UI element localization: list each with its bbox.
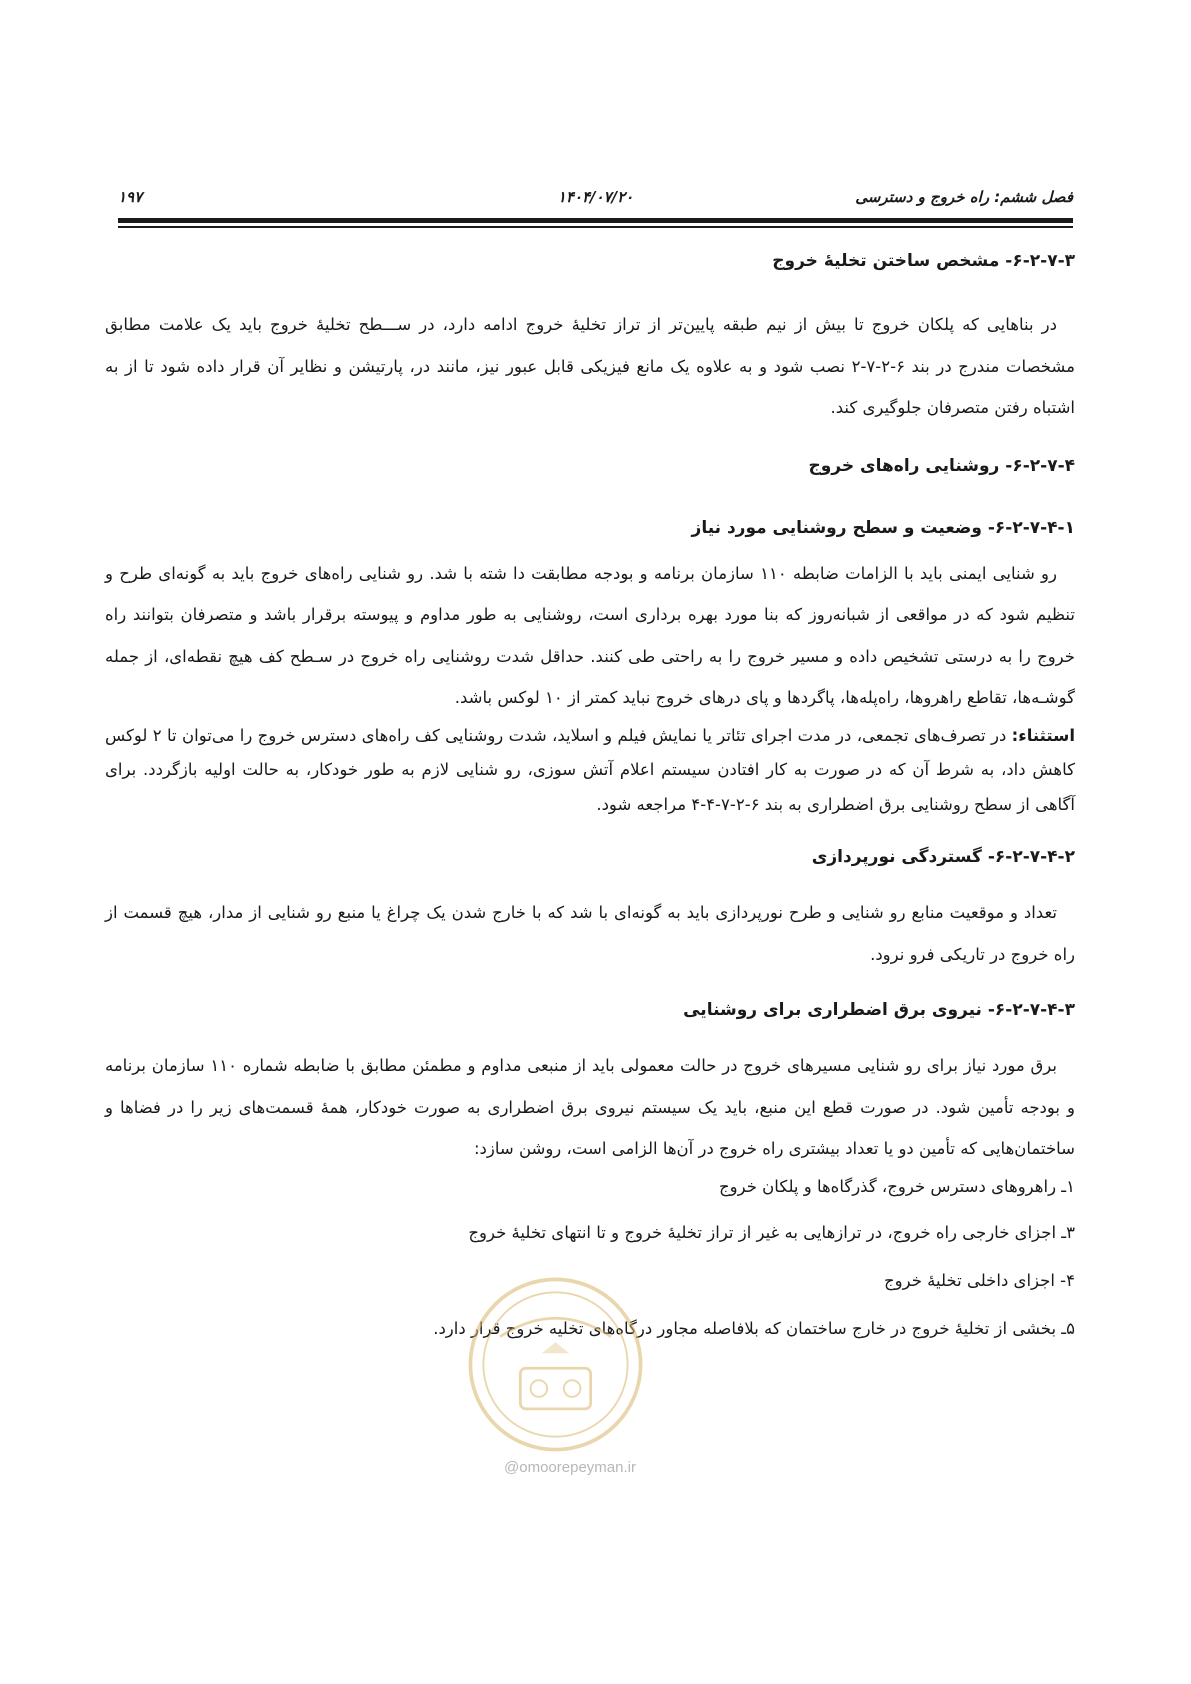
list-item: ۳ـ اجزای خارجی راه خروج، در ترازهایی به غیر از تراز تخلیهٔ خروج و تا انتهای تخلیهٔ خروج <box>468 1223 1075 1242</box>
section-heading-lighting-distribution: ۶-۲-۷-۴-۲- گستردگی نورپردازی <box>811 847 1075 867</box>
paragraph-exit-discharge-marking: در بناهایی که پلکان خروج تا بیش از نیم طبقه پایین‌تر از تراز تخلیهٔ خروج ادامه دارد، در ســـطح تخلیهٔ خروج باید یک علامت مطابق مشخصات مندرج در بند ۶-۲-۷-۲ نصب شود و به علاوه یک مانع فیزیکی قابل عبور نیز، مانند در، پارتیشن و نظایر آن قرار داده شود تا از به اشتباه رفتن متصرفان جلوگیری کند. <box>105 315 1075 417</box>
exception-text: در تصرف‌های تجمعی، در مدت اجرای تئاتر یا نمایش فیلم و اسلاید، شدت روشنایی کف راه‌های دسترس خروج را می‌توان تا ۲ لوکس کاهش داد، به شرط آن که در صورت به کار افتادن سیستم اعلام آتش سوزی، رو شنایی لازم به طور خودکار، به حالت اولیه بازگردد. برای آگاهی از سطح روشنایی برق اضطراری به بند ۶-۲-۷-۴-۴ مراجعه شود. <box>105 725 1075 814</box>
section-heading-exit-lighting: ۶-۲-۷-۴- روشنایی راه‌های خروج <box>808 455 1075 476</box>
page-number: ۱۹۷ <box>118 188 143 206</box>
chapter-title: فصل ششم: راه خروج و دسترسی <box>855 188 1073 206</box>
list-item: ۵ـ بخشی از تخلیهٔ خروج در خارج ساختمان که بلافاصله مجاور درگاه‌های تخلیه خروج قرار دارد. <box>433 1319 1075 1338</box>
paragraph-lighting-distribution: تعداد و موقعیت منابع رو شنایی و طرح نورپردازی باید به گونه‌ای با شد که با خارج شدن یک چراغ یا منبع رو شنایی از مدار، هیچ قسمت از راه خروج در تاریکی فرو نرود. <box>105 903 1075 964</box>
paragraph-lighting-level: رو شنایی ایمنی باید با الزامات ضابطه ۱۱۰ سازمان برنامه و بودجه مطابقت دا شته با شد. رو شنایی راه‌های خروج باید به گونه‌ای طرح و تنظیم شود که در مواقعی از شبانه‌روز که بنا مورد بهره برداری است، روشنایی به طور مداوم و پیوسته برقرار باشد و متصرفان بتوانند راه خروج را به درستی تشخیص داده و مسیر خروج را به راحتی طی کنند. حداقل شدت روشنایی راه خروج در سـطح کف هیچ نقطه‌ای، از جمله گوشـه‌ها، تقاطع راهروها، راه‌پله‌ها، پاگردها و پای درهای خروج نباید کمتر از ۱۰ لوکس باشد. <box>105 563 1075 707</box>
paragraph-emergency-power: برق مورد نیاز برای رو شنایی مسیرهای خروج در حالت معمولی باید از منبعی مداوم و مطمئن مطابق با ضابطه شماره ۱۱۰ سازمان برنامه و بودجه تأمین شود. در صورت قطع این منبع، باید یک سیستم نیروی برق اضطراری به صورت خودکار، همهٔ قسمت‌های زیر را در فضاها و ساختمان‌هایی که تأمین دو یا تعداد بیشتری راه خروج در آن‌ها الزامی است، روشن سازد: <box>105 1056 1075 1158</box>
page-header <box>118 188 1073 212</box>
header-divider-thick <box>118 218 1073 223</box>
exception-paragraph <box>105 719 1075 823</box>
page-content <box>105 248 1075 1344</box>
section-heading-lighting-level: ۶-۲-۷-۴-۱- وضعیت و سطح روشنایی مورد نیاز <box>691 517 1075 538</box>
header-divider-thin <box>118 226 1073 228</box>
watermark-site: @omoorepeyman.ir <box>504 1459 636 1476</box>
section-heading-emergency-power: ۶-۲-۷-۴-۳- نیروی برق اضطراری برای روشنایی <box>683 1000 1075 1020</box>
list-item: ۱ـ راهروهای دسترس خروج، گذرگاه‌ها و پلکان خروج <box>719 1176 1075 1196</box>
seal-watermark-icon <box>463 1272 648 1457</box>
list-item: ۴- اجزای داخلی تخلیهٔ خروج <box>884 1271 1075 1290</box>
section-heading-exit-discharge-marking: ۶-۲-۷-۳- مشخص ساختن تخلیهٔ خروج <box>772 251 1075 271</box>
exception-label: استثناء: <box>1011 725 1075 745</box>
header-date: ۱۴۰۴/۰۷/۲۰ <box>557 188 634 206</box>
